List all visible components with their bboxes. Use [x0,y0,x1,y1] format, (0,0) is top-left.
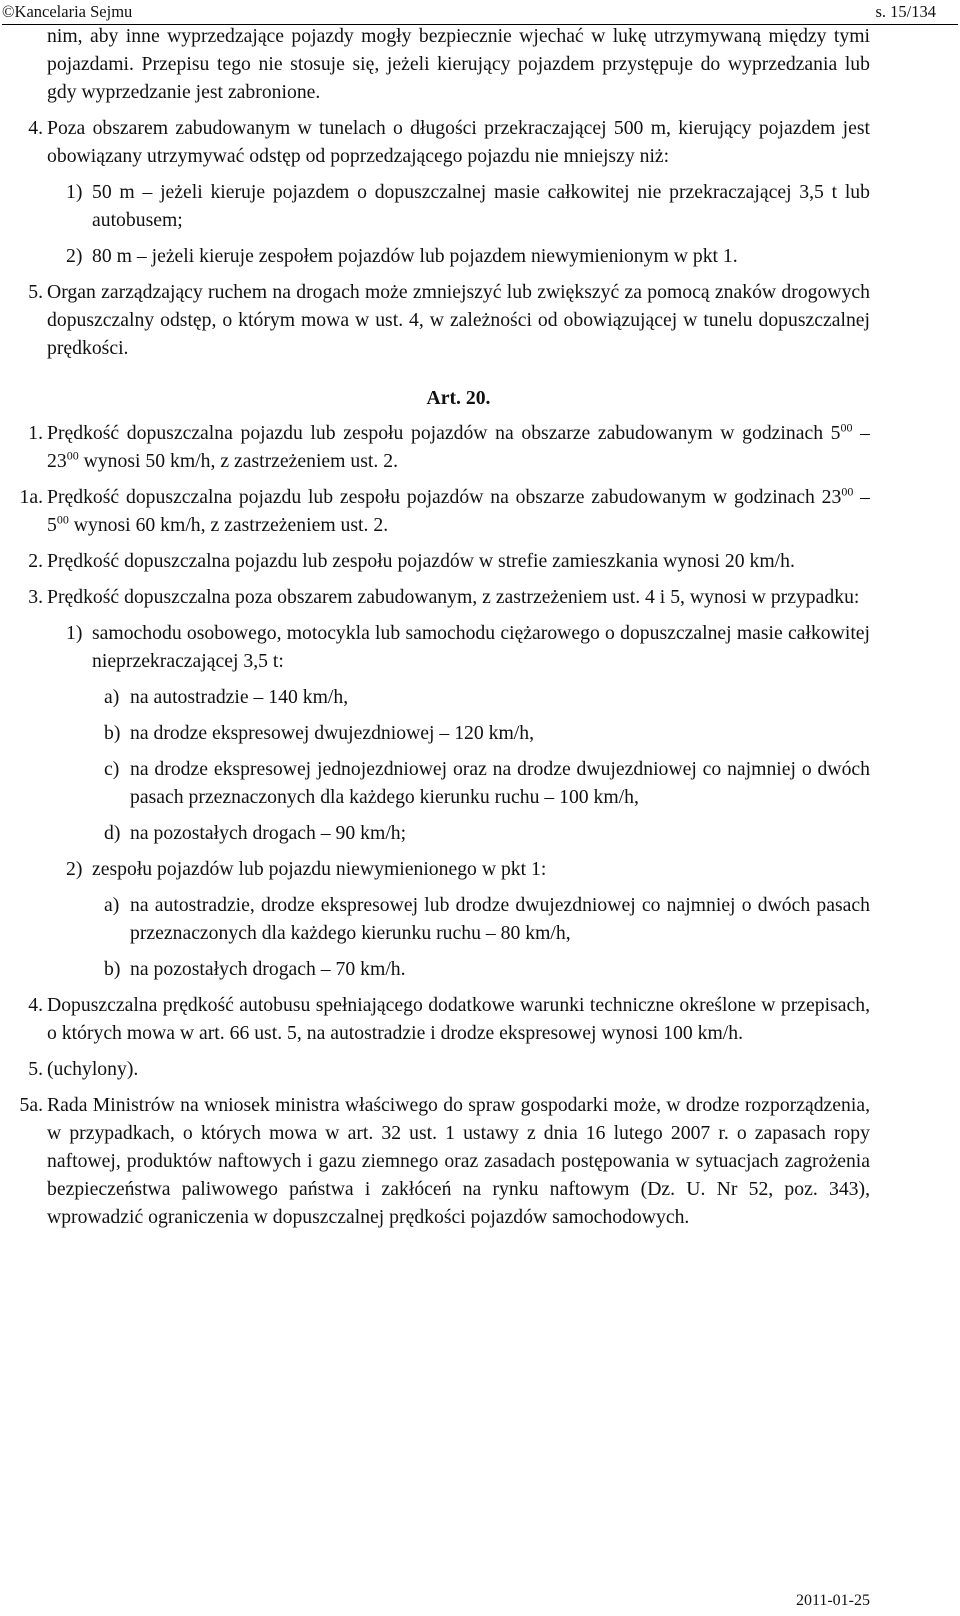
article-paragraph-5a [19,1091,870,1231]
article-paragraph-5 [28,1055,870,1083]
paragraph-text: Prędkość dopuszczalna pojazdu lub zespołu pojazdów na obszarze zabudowanym w godzinach $23^{00} - 5^{00}$ wynosi 60 km/h, z zastrzeżeniem ust. 2. [47,484,870,536]
item-text: samochodu osobowego, motocykla lub samochodu ciężarowego o dopuszczalnej masie całkowitej nieprzekraczającej 3,5 t: [92,622,870,672]
document-body [19,22,871,1239]
item-label: 1) [66,622,83,644]
item-label: 2) [66,245,83,267]
sub-item [104,755,870,811]
item-text: na drodze ekspresowej jednojezdniowej oraz na drodze dwujezdniowej co najmniej o dwóch pasach przeznaczonych dla każdego kierunku ruchu – 100 km/h, [130,758,870,808]
paragraph-number: 5a. [19,1094,43,1116]
paragraph-text: Dopuszczalna prędkość autobusu spełniającego dodatkowe warunki techniczne określone w przepisach, o których mowa w art. 66 ust. 5, na autostradzie i drodze ekspresowej wynosi 100 km/h. [47,994,870,1044]
item-label: b) [104,722,121,744]
paragraph-number: 4. [28,117,43,139]
item-label: 1) [66,181,83,203]
paragraph-number: 2. [28,550,43,572]
item-label: d) [104,822,121,844]
superscript: 00 [840,420,853,435]
sub-item [104,719,870,747]
list-item [66,242,870,270]
paragraph-4 [28,114,870,170]
item-label: c) [104,758,120,780]
paragraph-text: Rada Ministrów na wniosek ministra właściwego do spraw gospodarki może, w drodze rozporządzenia, w przypadkach, o których mowa w art. 32 ust. 1 ustawy z dnia 16 lutego 2007 r. o zapasach ropy naftowej, produktów naftowych i gazu ziemnego oraz zasadach postępowania w sytuacjach zagrożenia bezpieczeństwa paliwowego państwa i zakłóceń na rynku naftowym (Dz. U. Nr 52, poz. 343), wprowadzić ograniczenia w dopuszczalnej prędkości pojazdów samochodowych. [47,1094,870,1228]
article-paragraph-1a [19,483,870,539]
item-text: 80 m – jeżeli kieruje zespołem pojazdów lub pojazdem niewymienionym w pkt 1. [92,245,738,267]
paragraph-continuation: nim, aby inne wyprzedzające pojazdy mogły bezpiecznie wjechać w lukę utrzymywaną między tymi pojazdami. Przepisu tego nie stosuje się, jeżeli kierujący pojazdem przystępuje do wyprzedzania lub gdy wyprzedzanie jest zabronione. [47,25,870,103]
header-page-number: s. 15/134 [875,2,936,21]
header-source: ©Kancelaria Sejmu [2,2,133,21]
item-label: 2) [66,858,83,880]
article-paragraph-4 [28,991,870,1047]
item-text: na autostradzie, drodze ekspresowej lub drodze dwujezdniowej co najmniej o dwóch pasach przeznaczonych dla każdego kierunku ruchu – 80 km/h, [130,894,870,944]
superscript: 00 [66,448,79,463]
item-label: b) [104,958,121,980]
paragraph-number: 5. [28,281,43,303]
item-text: zespołu pojazdów lub pojazdu niewymienionego w pkt 1: [92,858,547,880]
item-label: a) [104,894,120,916]
paragraph-number: 3. [28,586,43,608]
paragraph-text: Prędkość dopuszczalna pojazdu lub zespołu pojazdów na obszarze zabudowanym w godzinach $5^{00} - 23^{00}$ wynosi 50 km/h, z zastrzeżeniem ust. 2. [47,420,871,472]
sub-item [104,955,870,983]
paragraph-text: Organ zarządzający ruchem na drogach może zmniejszyć lub zwiększyć za pomocą znaków drogowych dopuszczalny odstęp, o którym mowa w ust. 4, w zależności od obowiązującej w tunelu dopuszczalnej prędkości. [47,281,870,359]
article-paragraph-2 [28,547,870,575]
paragraph-text: Poza obszarem zabudowanym w tunelach o długości przekraczającej 500 m, kierujący pojazdem jest obowiązany utrzymywać odstęp od poprzedzającego pojazdu nie mniejszy niż: [47,117,870,167]
paragraph-number: 4. [28,994,43,1016]
article-paragraph-1 [28,419,871,475]
item-text: na drodze ekspresowej dwujezdniowej – 120 km/h, [130,722,535,744]
superscript: 00 [56,512,69,527]
paragraph-text: Prędkość dopuszczalna poza obszarem zabudowanym, z zastrzeżeniem ust. 4 i 5, wynosi w przypadku: [47,586,860,608]
paragraph-5 [28,278,870,362]
paragraph-number: 5. [28,1058,43,1080]
list-item [66,619,870,675]
list-item [66,855,870,883]
paragraph-number: 1a. [19,486,43,508]
item-text: na pozostałych drogach – 90 km/h; [130,822,407,844]
paragraph-text: Prędkość dopuszczalna pojazdu lub zespołu pojazdów w strefie zamieszkania wynosi 20 km/h. [47,550,795,572]
list-item [66,178,870,234]
sub-item [104,683,870,711]
article-paragraph-3 [28,583,870,611]
superscript: 00 [841,484,854,499]
sub-item [104,891,870,947]
sub-item [104,819,870,847]
item-text: na pozostałych drogach – 70 km/h. [130,958,406,980]
item-text: 50 m – jeżeli kieruje pojazdem o dopuszczalnej masie całkowitej nie przekraczającej 3,5 t lub autobusem; [92,181,870,231]
paragraph-text: (uchylony). [47,1058,139,1080]
item-text: na autostradzie – 140 km/h, [130,686,349,708]
footer-date: 2011-01-25 [795,1592,870,1609]
item-label: a) [104,686,120,708]
article-heading: Art. 20. [426,387,491,409]
paragraph-number: 1. [28,422,43,444]
